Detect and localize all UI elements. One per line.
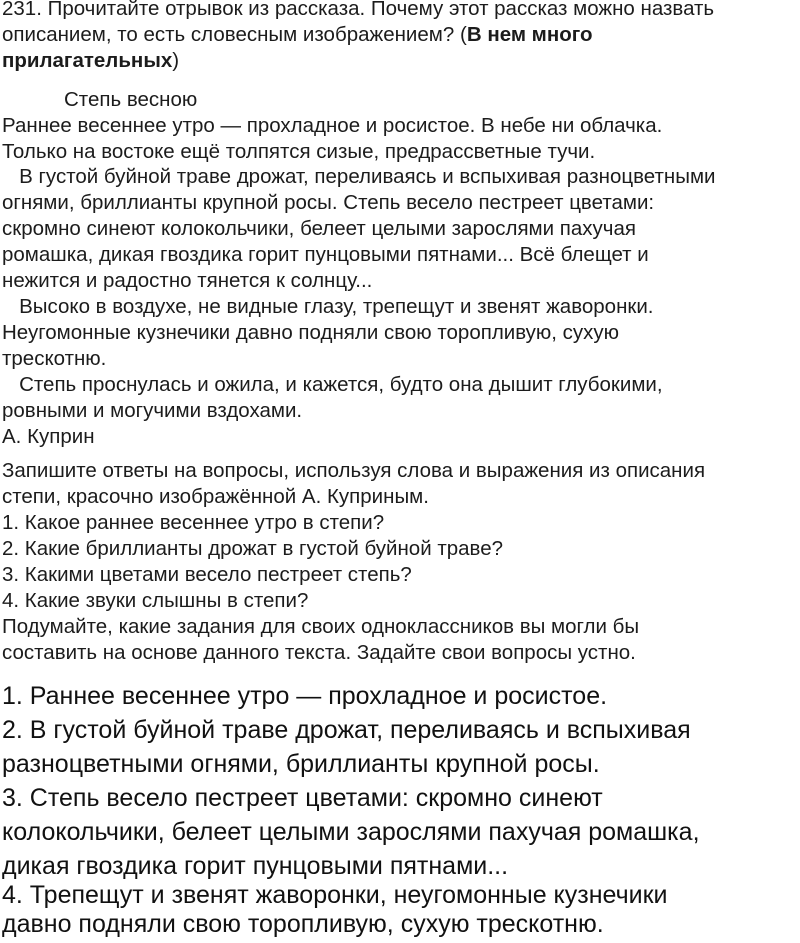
task-line-3-text: )	[172, 49, 180, 72]
question-item: 2. Какие бриллианты дрожат в густой буйной траве?	[2, 537, 503, 560]
questions-intro: Запишите ответы на вопросы, используя слова и выражения из описания	[2, 459, 706, 482]
task-line-2-bold: В нем много	[466, 23, 593, 46]
answer-line: давно подняли свою торопливую, сухую трескотню.	[2, 910, 604, 938]
questions-outro: составить на основе данного текста. Задайте свои вопросы устно.	[2, 641, 636, 664]
story-line: ровными и могучими вздохами.	[2, 399, 303, 422]
answer-line: разноцветными огнями, бриллианты крупной росы.	[2, 750, 600, 778]
story-line: Высоко в воздухе, не видные глазу, трепещут и звенят жаворонки.	[2, 295, 654, 318]
questions-outro: Подумайте, какие задания для своих одноклассников вы могли бы	[2, 615, 640, 638]
task-line-3-bold: прилагательных	[2, 49, 173, 72]
story-line: ромашка, дикая гвоздика горит пунцовыми пятнами... Всё блещет и	[2, 243, 649, 266]
story-line: скромно синеют колокольчики, белеет целыми зарослями пахучая	[2, 217, 636, 240]
questions-intro: степи, красочно изображённой А. Куприным.	[2, 485, 429, 508]
story-line: нежится и радостно тянется к солнцу...	[2, 269, 373, 292]
answer-line: 4. Трепещут и звенят жаворонки, неугомонные кузнечики	[2, 881, 668, 909]
story-line: В густой буйной траве дрожат, переливаясь и вспыхивая разноцветными	[2, 165, 716, 188]
story-line: Только на востоке ещё толпятся сизые, предрассветные тучи.	[2, 140, 596, 163]
story-line: трескотню.	[2, 347, 107, 370]
story-line: Неугомонные кузнечики давно подняли свою торопливую, сухую	[2, 321, 620, 344]
question-item: 3. Какими цветами весело пестреет степь?	[2, 563, 412, 586]
story-line: огнями, бриллианты крупной росы. Степь весело пестреет цветами:	[2, 191, 655, 214]
task-line-3	[2, 48, 179, 74]
answer-line: 1. Раннее весеннее утро — прохладное и росистое.	[2, 682, 608, 710]
answer-line: 3. Степь весело пестреет цветами: скромно синеют	[2, 784, 603, 812]
answer-line: 2. В густой буйной траве дрожат, переливаясь и вспыхивая	[2, 716, 691, 744]
question-item: 4. Какие звуки слышны в степи?	[2, 589, 309, 612]
task-line-1: 231. Прочитайте отрывок из рассказа. Почему этот рассказ можно назвать	[2, 0, 715, 20]
story-title: Степь весною	[64, 88, 198, 111]
answer-line: дикая гвоздика горит пунцовыми пятнами...	[2, 852, 509, 880]
question-item: 1. Какое раннее весеннее утро в степи?	[2, 511, 385, 534]
story-author: А. Куприн	[2, 425, 95, 448]
story-line: Раннее весеннее утро — прохладное и росистое. В небе ни облачка.	[2, 114, 663, 137]
task-line-2-text: описанием, то есть словесным изображением? (	[2, 23, 467, 46]
story-line: Степь проснулась и ожила, и кажется, будто она дышит глубокими,	[2, 373, 663, 396]
answer-line: колокольчики, белеет целыми зарослями пахучая ромашка,	[2, 818, 700, 846]
task-line-2	[2, 22, 593, 48]
